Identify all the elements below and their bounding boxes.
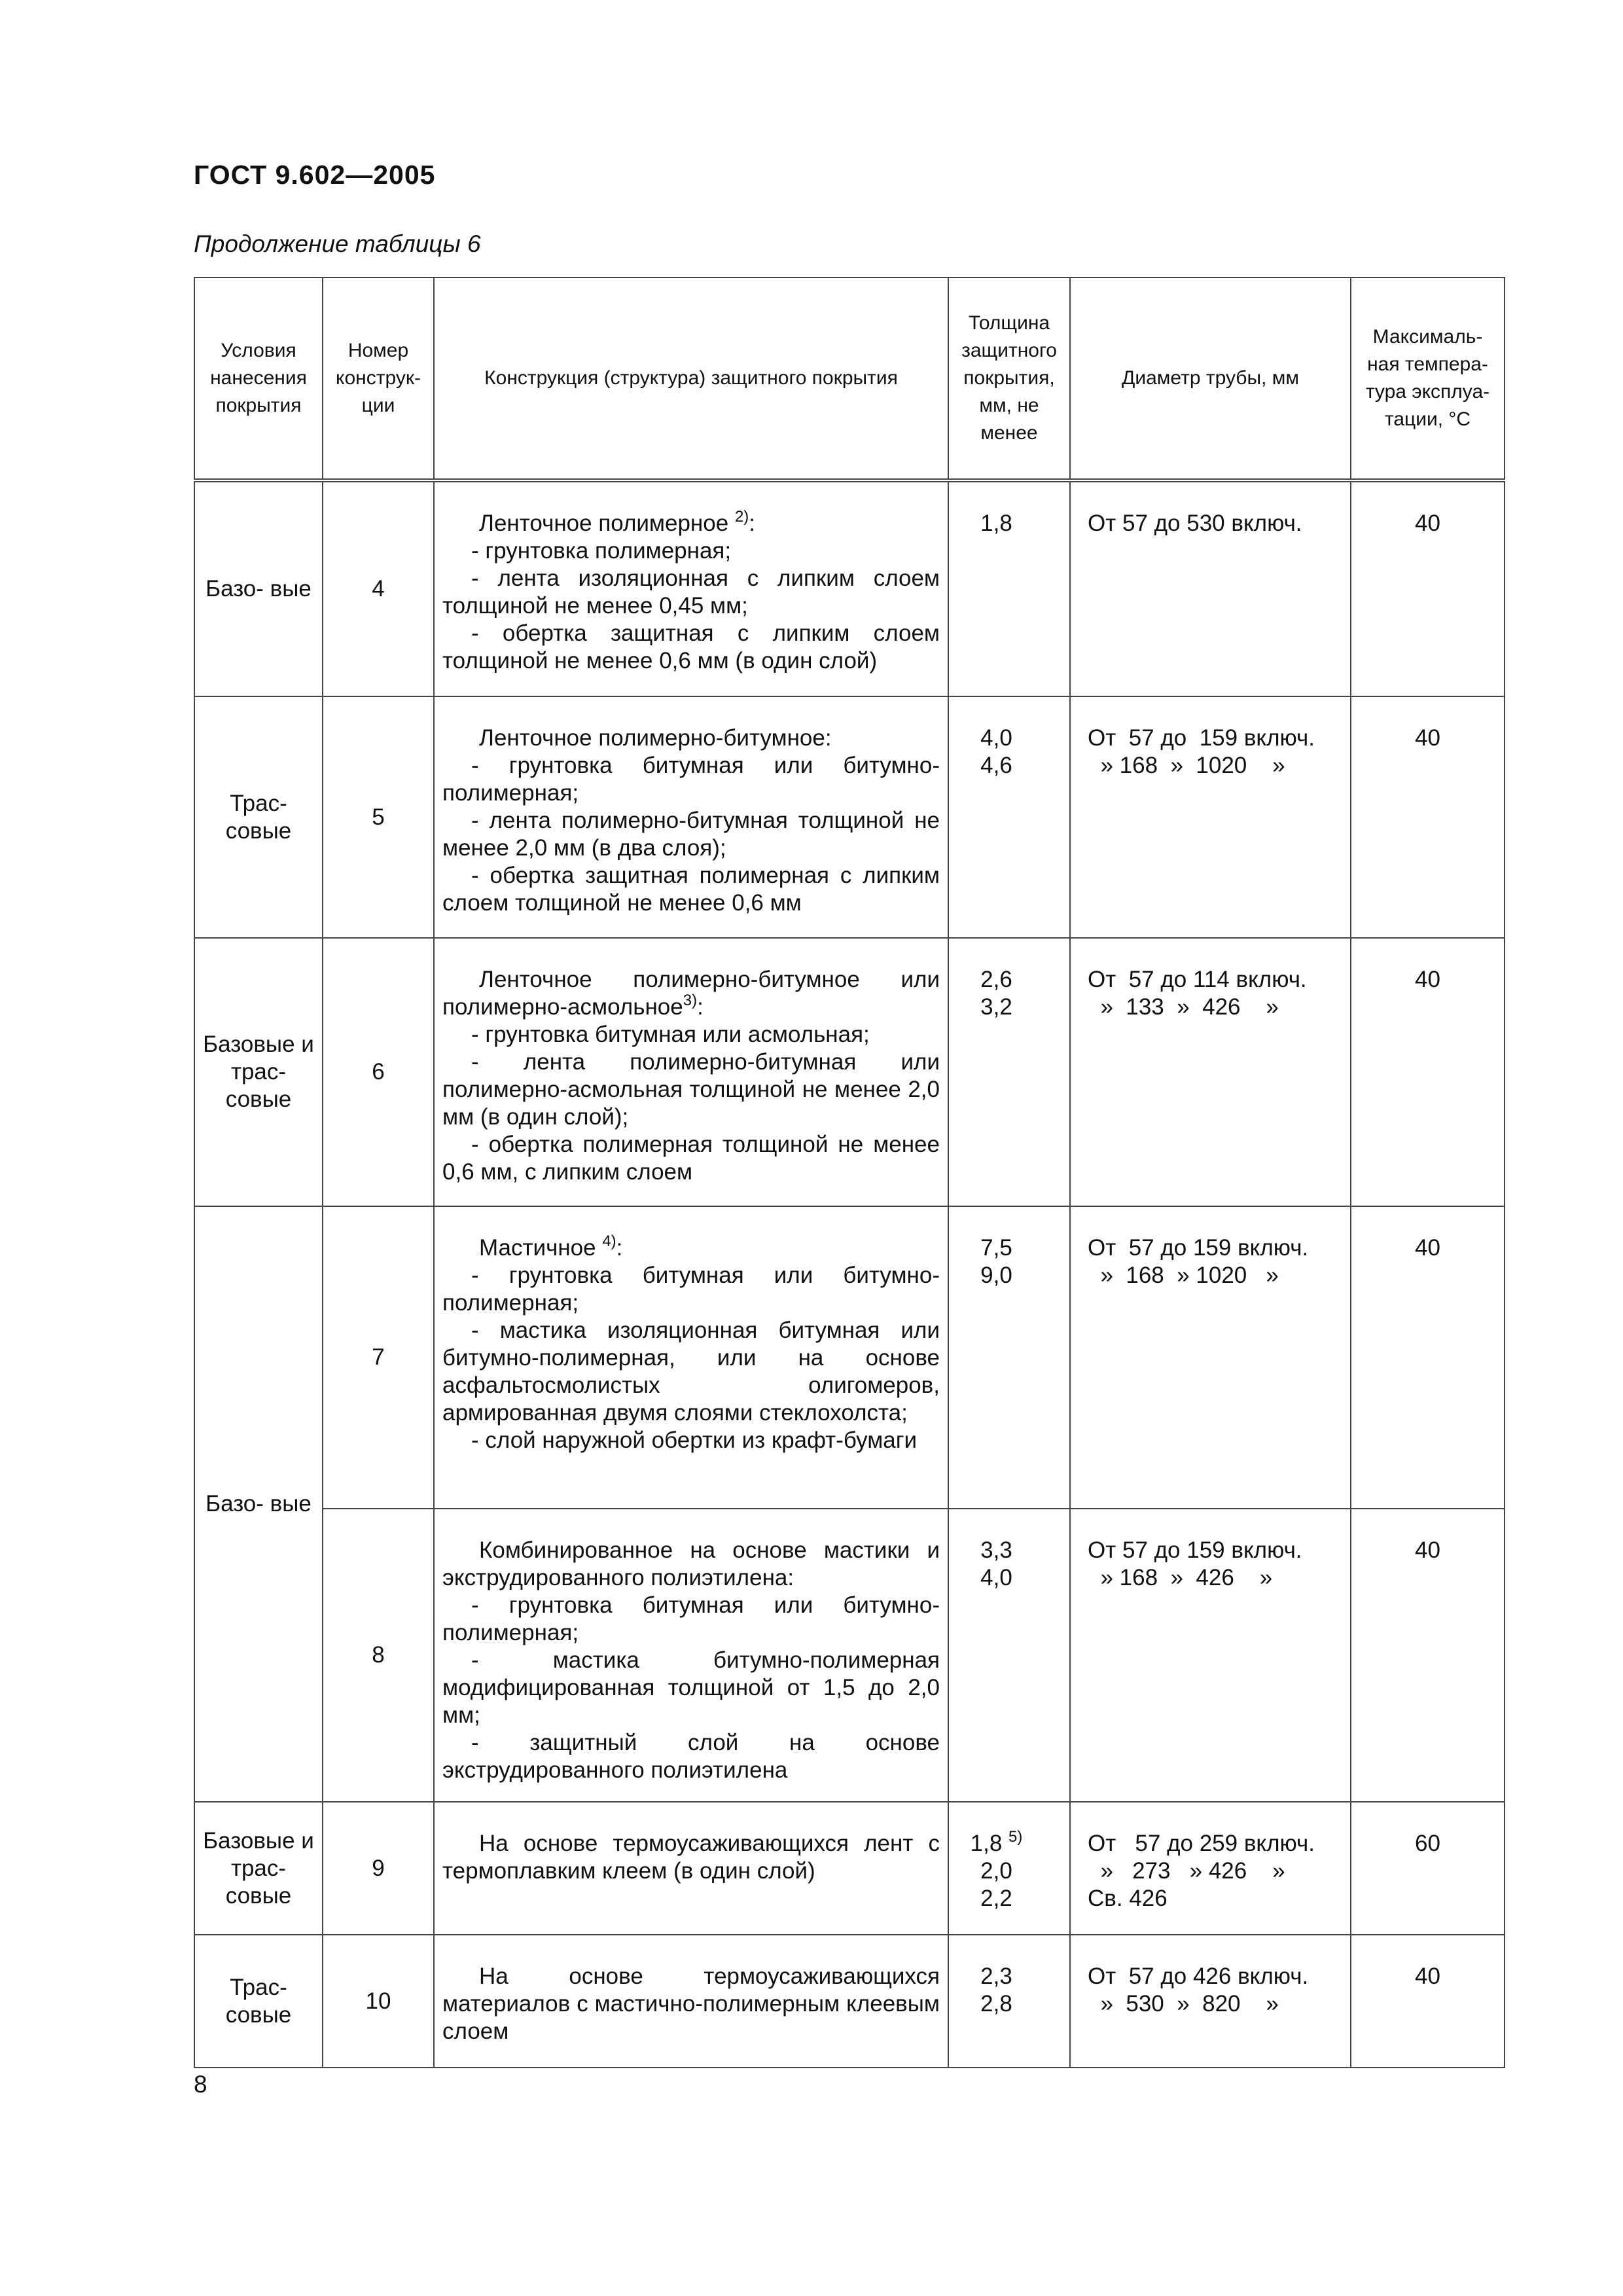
construction-title: Комбинированное на основе мастики и экструдированного полиэтилена: <box>442 1537 940 1590</box>
list-item: - мастика изоляционная битумная или битумно-полимерная, или на основе асфальтосмолистых олигомеров, армированная двумя слоями стеклохолста; <box>442 1318 940 1426</box>
list-item: - грунтовка битумная или битумно-полимерная; <box>442 1263 940 1316</box>
construction-description <box>434 480 948 696</box>
diameter-cell: От 57 до 159 включ. » 168 » 1020 » <box>1070 696 1351 938</box>
construction-title: Ленточное полимерное $^{2)}$: <box>479 508 756 536</box>
thickness-cell: 2,3 2,8 <box>948 1935 1070 2068</box>
max-temp-cell: 40 <box>1351 1935 1505 2068</box>
max-temp-cell: 40 <box>1351 480 1505 696</box>
construction-description <box>434 1935 948 2068</box>
coating-table <box>194 277 1505 2068</box>
list-item: - грунтовка полимерная; <box>471 538 732 564</box>
thickness-cell: 2,6 3,2 <box>948 938 1070 1206</box>
header-max-temp: Максималь- ная темпера- тура эксплуа- тации, °С <box>1351 278 1505 480</box>
construction-title: На основе термоусаживающихся материалов с мастично-полимерным клеевым слоем <box>442 1964 940 2044</box>
construction-title: Ленточное полимерно-битумное: <box>479 725 832 751</box>
table-row <box>194 480 1505 696</box>
max-temp-cell: 40 <box>1351 696 1505 938</box>
thickness-cell: 1,8 <box>948 480 1070 696</box>
table-header-row <box>194 278 1505 480</box>
header-number: Номер конструк- ции <box>323 278 434 480</box>
list-item: - грунтовка битумная или асмольная; <box>471 1022 870 1047</box>
diameter-cell: От 57 до 159 включ. » 168 » 1020 » <box>1070 1206 1351 1509</box>
list-item: - грунтовка битумная или битумно-полимерная; <box>442 753 940 806</box>
footnote-ref: 4) <box>602 1232 616 1250</box>
list-item: - защитный слой на основе экструдированного полиэтилена <box>442 1730 940 1783</box>
conditions-cell: Трас- совые <box>194 696 323 938</box>
diameter-cell: От 57 до 159 включ. » 168 » 426 » <box>1070 1509 1351 1802</box>
list-item: - обертка защитная с липким слоем толщиной не менее 0,6 мм (в один слой) <box>442 620 940 673</box>
conditions-cell: Базовые и трас- совые <box>194 1802 323 1935</box>
diameter-cell: От 57 до 259 включ. » 273 » 426 » Св. 426 <box>1070 1802 1351 1935</box>
conditions-cell: Базовые и трас- совые <box>194 938 323 1206</box>
construction-number: 5 <box>323 696 434 938</box>
construction-description <box>434 1802 948 1935</box>
construction-number: 8 <box>323 1509 434 1802</box>
header-conditions: Условия нанесения покрытия <box>194 278 323 480</box>
max-temp-cell: 40 <box>1351 1509 1505 1802</box>
thickness-cell: 1,8 $^{5)}$ 2,0 2,2 <box>948 1802 1070 1935</box>
construction-title: Ленточное полимерно-битумное или полимерно-асмольное$^{3)}$: <box>442 967 940 1020</box>
standard-number: ГОСТ 9.602—2005 <box>194 160 436 190</box>
diameter-cell: От 57 до 426 включ. » 530 » 820 » <box>1070 1935 1351 2068</box>
table-row <box>194 1935 1505 2068</box>
construction-description <box>434 938 948 1206</box>
construction-number: 4 <box>323 480 434 696</box>
construction-description <box>434 1509 948 1802</box>
thickness-cell: 7,5 9,0 <box>948 1206 1070 1509</box>
max-temp-cell: 60 <box>1351 1802 1505 1935</box>
conditions-cell: Базо- вые <box>194 1206 323 1802</box>
list-item: - мастика битумно-полимерная модифицированная толщиной от 1,5 до 2,0 мм; <box>442 1647 940 1728</box>
construction-description <box>434 696 948 938</box>
construction-number: 6 <box>323 938 434 1206</box>
conditions-cell: Трас- совые <box>194 1935 323 2068</box>
list-item: - слой наружной обертки из крафт-бумаги <box>471 1427 918 1453</box>
diameter-cell: От 57 до 114 включ. » 133 » 426 » <box>1070 938 1351 1206</box>
table-row <box>194 1509 1505 1802</box>
construction-number: 9 <box>323 1802 434 1935</box>
list-item: - обертка защитная полимерная с липким слоем толщиной не менее 0,6 мм <box>442 863 940 916</box>
diameter-cell: От 57 до 530 включ. <box>1070 480 1351 696</box>
header-construction: Конструкция (структура) защитного покрытия <box>434 278 948 480</box>
table-row <box>194 696 1505 938</box>
table-row <box>194 1206 1505 1509</box>
list-item: - грунтовка битумная или битумно-полимерная; <box>442 1592 940 1645</box>
table-continuation-caption: Продолжение таблицы 6 <box>194 230 481 257</box>
list-item: - лента изоляционная с липким слоем толщиной не менее 0,45 мм; <box>442 565 940 619</box>
footnote-ref: 3) <box>683 992 698 1009</box>
construction-number: 7 <box>323 1206 434 1509</box>
header-thickness: Толщина защитного покрытия, мм, не менее <box>948 278 1070 480</box>
max-temp-cell: 40 <box>1351 938 1505 1206</box>
list-item: - лента полимерно-битумная или полимерно-асмольная толщиной не менее 2,0 мм (в один слой); <box>442 1049 940 1130</box>
table-row <box>194 1802 1505 1935</box>
conditions-cell: Базо- вые <box>194 480 323 696</box>
page-number: 8 <box>194 2071 207 2098</box>
max-temp-cell: 40 <box>1351 1206 1505 1509</box>
thickness-cell: 3,3 4,0 <box>948 1509 1070 1802</box>
footnote-ref: 2) <box>734 508 749 526</box>
construction-title: На основе термоусаживающихся лент с термоплавким клеем (в один слой) <box>442 1831 940 1884</box>
footnote-ref: 5) <box>1008 1828 1023 1846</box>
construction-number: 10 <box>323 1935 434 2068</box>
list-item: - лента полимерно-битумная толщиной не менее 2,0 мм (в два слоя); <box>442 808 940 861</box>
table-row <box>194 938 1505 1206</box>
header-diameter: Диаметр трубы, мм <box>1070 278 1351 480</box>
thickness-cell: 4,0 4,6 <box>948 696 1070 938</box>
list-item: - обертка полимерная толщиной не менее 0,6 мм, с липким слоем <box>442 1132 940 1185</box>
construction-description <box>434 1206 948 1509</box>
construction-title: Мастичное $^{4)}$: <box>479 1232 623 1261</box>
